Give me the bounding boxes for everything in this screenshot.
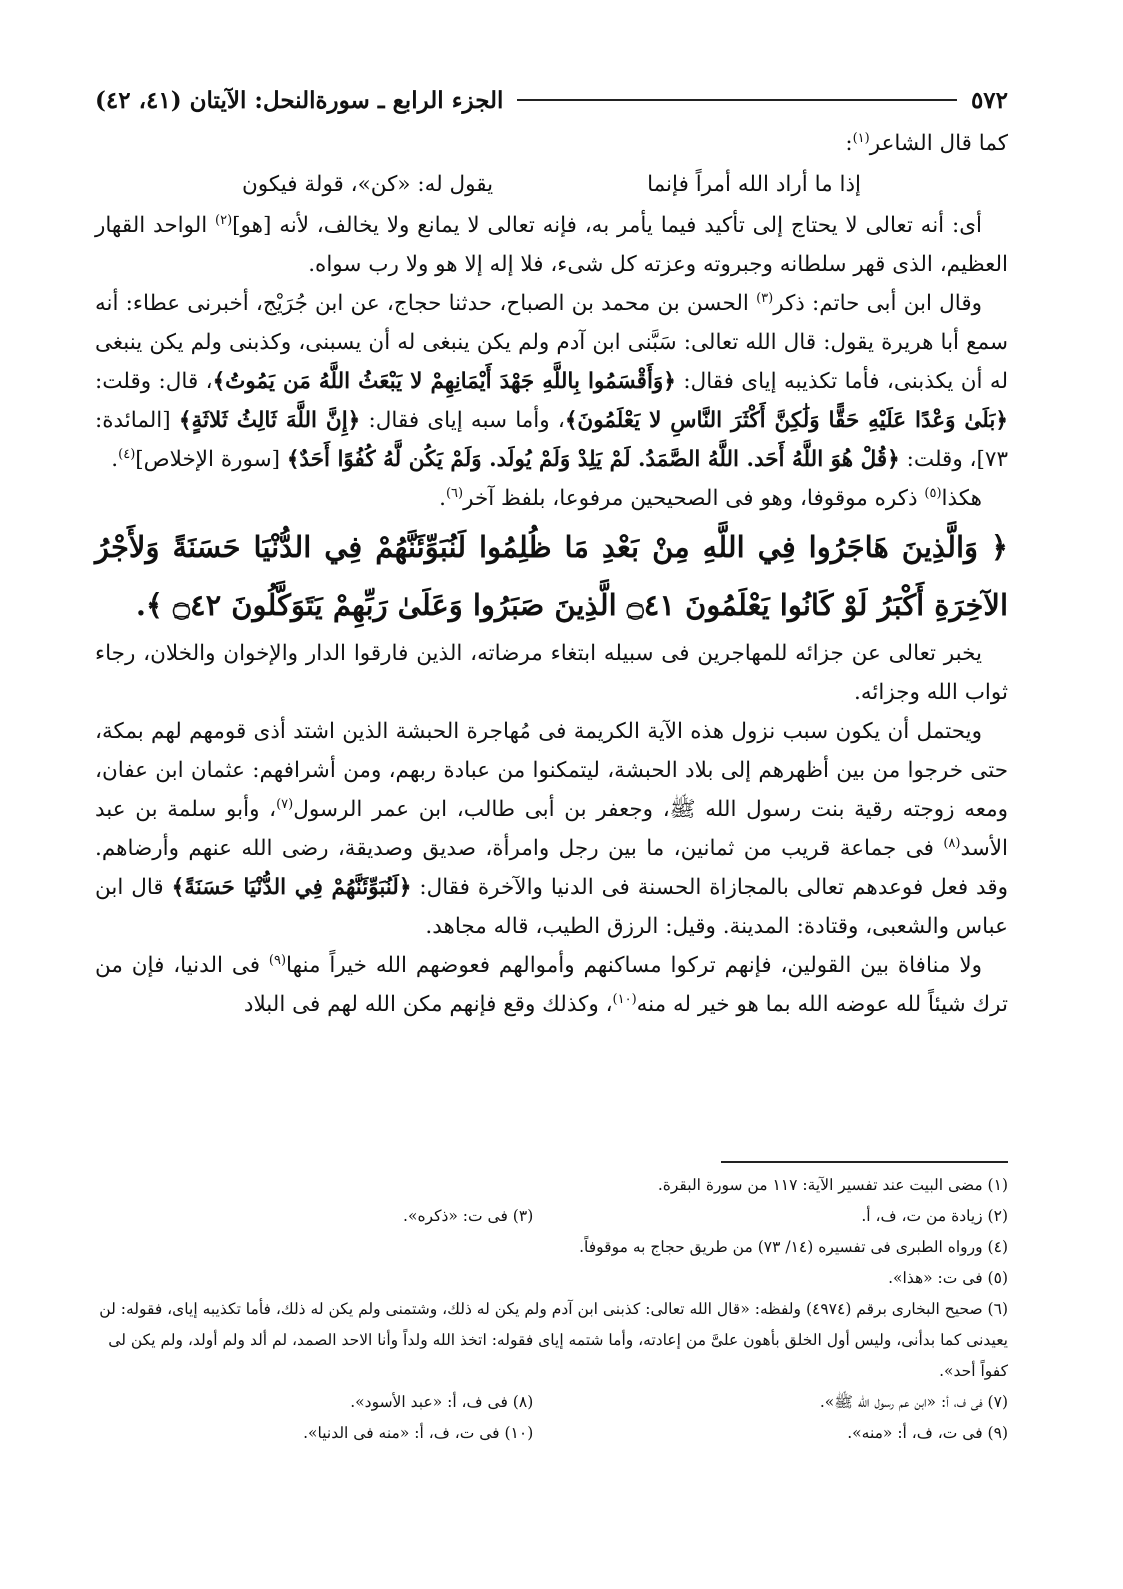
- poem-line: [95, 165, 1008, 204]
- footnote-ref: (٩): [268, 952, 287, 968]
- footnote-ref: (١): [852, 130, 870, 146]
- footnote-ref: (٧): [276, 796, 294, 812]
- paragraph: هكذا$^{(٥)}$ ذكره موقوفا، وهو فى الصحيحين مرفوعا، بلفظ آخر$^{(٦)}$.: [439, 485, 982, 511]
- running-header: [95, 82, 1008, 118]
- quran-quote: ﴿بَلَىٰ وَعْدًا عَلَيْهِ حَقًّا وَلَٰكِنَّ أَكْثَرَ النَّاسِ لا يَعْلَمُونَ﴾: [564, 408, 1008, 433]
- footnote-ref: (٢): [215, 212, 233, 228]
- quran-quote: ﴿لَنُبَوِّئَنَّهُمْ فِي الدُّنْيَا حَسَنَةً﴾: [171, 875, 412, 900]
- paragraph: ولا منافاة بين القولين، فإنهم تركوا مساكنهم وأموالهم فعوضهم الله خيراً منها$^{(٩)}$ فى الدنيا، فإن من ترك شيئاً لله عوضه الله بما هو خير له منه$^{(١٠)}$، وكذلك وقع فإنهم مكن الله لهم فى البلاد: [95, 952, 1008, 1017]
- quran-quote: ﴿قُلْ هُوَ اللَّهُ أَحَد. اللَّهُ الصَّمَدُ. لَمْ يَلِدْ وَلَمْ يُولَد. وَلَمْ يَكُن لَّهُ كُفُوًا أَحَدٌ﴾: [286, 447, 900, 472]
- footnote: (٣) فى ت: «ذكره».: [403, 1207, 534, 1225]
- header-rule: [517, 99, 956, 101]
- footnote-ref: (٥): [924, 485, 942, 501]
- quran-quote: ﴿وَأَقْسَمُوا بِاللَّهِ جَهْدَ أَيْمَانِهِمْ لا يَبْعَثُ اللَّهُ مَن يَمُوتُ﴾: [212, 369, 676, 394]
- paragraph: يخبر تعالى عن جزائه للمهاجرين فى سبيله ابتغاء مرضاته، الذين فارقوا الدار والإخوان والخلان، رجاء ثواب الله وجزائه.: [95, 641, 1008, 705]
- page-number: ٥٧٢: [970, 86, 1008, 114]
- paragraph: ويحتمل أن يكون سبب نزول هذه الآية الكريمة فى مُهاجرة الحبشة الذين اشتد أذى قومهم لهم بمكة، حتى خرجوا من بين أظهرهم إلى بلاد الحبشة، ليتمكنوا من عبادة ربهم، ومن أشرافهم: عثمان ابن عفان، ومعه زوجته رقية بنت رسول الله ﷺ، وجعفر بن أبى طالب، ابن عمر الرسول$^{(٧)}$، وأبو سلمة بن عبد الأسد$^{(٨)}$ فى جماعة قريب من ثمانين، ما بين رجل وامرأة، صديق وصديقة، رضى الله عنهم وأرضاهم. وقد فعل فوعدهم تعالى بالمجازاة الحسنة فى الدنيا والآخرة فقال: ﴿لَنُبَوِّئَنَّهُمْ فِي الدُّنْيَا حَسَنَةً﴾ قال ابن عباس والشعبى، وقتادة: المدينة. وقيل: الرزق الطيب، قاله مجاهد.: [95, 719, 1008, 939]
- footnote: (٨) فى ف، أ: «عبد الأسود».: [350, 1393, 534, 1411]
- paragraph: أى: أنه تعالى لا يحتاج إلى تأكيد فيما يأمر به، فإنه تعالى لا يمانع ولا يخالف، لأنه [هو]$^{(٢)}$ الواحد القهار العظيم، الذى قهر سلطانه وجبروته وعزته كل شىء، فلا إله إلا هو ولا رب سواه.: [95, 212, 1008, 277]
- footnote: (٦) صحيح البخارى برقم (٤٩٧٤) ولفظه: «قال الله تعالى: كذبنى ابن آدم ولم يكن له ذلك، وشتمنى ولم يكن له ذلك، فأما تكذيبه إياى، فقوله: لن يعيدنى كما بدأنى، وليس أول الخلق بأهون علىَّ من إعادته، وأما شتمه إياى فقوله: اتخذ الله ولداً وأنا الاحد الصمد، لم ألد ولم أولد، ولم يكن لى كفواً أحد».: [99, 1300, 1008, 1380]
- footnote: (٩) فى ت، ف، أ: «منه».: [847, 1424, 1008, 1442]
- hemistich-first: إذا ما أراد الله أمراً فإنما: [647, 172, 862, 197]
- poet-intro: كما قال الشاعر$^{(١)}$:: [845, 130, 1008, 156]
- footnote-ref: (٤): [118, 446, 136, 462]
- footnote-separator: [721, 1161, 1008, 1163]
- footnote: (٤) ورواه الطبرى فى تفسيره (١٤/ ٧٣) من طريق حجاج به موقوفاً.: [579, 1238, 1008, 1256]
- footnote-ref: (٣): [756, 290, 774, 306]
- footnote-ref: (٦): [445, 485, 464, 501]
- footnote: (١) مضى البيت عند تفسير الآية: ١١٧ من سورة البقرة.: [657, 1176, 1008, 1194]
- footnote-row: [95, 1418, 1008, 1449]
- footnote-row: [95, 1387, 1008, 1418]
- footnote-ref: (١٠): [612, 991, 637, 1007]
- footnote: (٢) زيادة من ت، ف، أ.: [861, 1207, 1008, 1225]
- hemistich-second: يقول له: «كن»، قولة فيكون: [242, 172, 494, 197]
- footnotes: [95, 1170, 1008, 1449]
- main-text: [95, 124, 1008, 1024]
- footnote: (١٠) فى ت، ف، أ: «منه فى الدنيا».: [303, 1424, 534, 1442]
- quran-verse-heading: ﴿ وَالَّذِينَ هَاجَرُوا فِي اللَّهِ مِنْ بَعْدِ مَا ظُلِمُوا لَنُبَوِّئَنَّهُمْ فِي الدُّنْيَا حَسَنَةً وَلأَجْرُ الآخِرَةِ أَكْبَرُ لَوْ كَانُوا يَعْلَمُونَ ۝٤١ الَّذِينَ صَبَرُوا وَعَلَىٰ رَبِّهِمْ يَتَوَكَّلُونَ ۝٤٢ ﴾.: [95, 530, 1008, 622]
- header-title: الجزء الرابع ـ سورةالنحل: الآيتان (٤١، ٤٢): [95, 86, 504, 114]
- quran-quote: ﴿إِنَّ اللَّهَ ثَالِثُ ثَلاثَةٍ﴾: [178, 408, 361, 433]
- footnote-ref: (٨): [943, 835, 961, 851]
- footnote: (٥) فى ت: «هذا».: [888, 1269, 1008, 1287]
- footnote-row: [95, 1201, 1008, 1232]
- paragraph: وقال ابن أبى حاتم: ذكر$^{(٣)}$ الحسن بن محمد بن الصباح، حدثنا حجاج، عن ابن جُرَيْج، أخبرنى عطاء: أنه سمع أبا هريرة يقول: قال الله تعالى: سَبَّنى ابن آدم ولم يكن ينبغى له أن يسبنى، وكذبنى ولم يكن ينبغى له أن يكذبنى، فأما تكذيبه إياى فقال: ﴿وَأَقْسَمُوا بِاللَّهِ جَهْدَ أَيْمَانِهِمْ لا يَبْعَثُ اللَّهُ مَن يَمُوتُ﴾، قال: وقلت: ﴿بَلَىٰ وَعْدًا عَلَيْهِ حَقًّا وَلَٰكِنَّ أَكْثَرَ النَّاسِ لا يَعْلَمُونَ﴾، وأما سبه إياى فقال: ﴿إِنَّ اللَّهَ ثَالِثُ ثَلاثَةٍ﴾ [المائدة: ٧٣]، وقلت: ﴿قُلْ هُوَ اللَّهُ أَحَد. اللَّهُ الصَّمَدُ. لَمْ يَلِدْ وَلَمْ يُولَد. وَلَمْ يَكُن لَّهُ كُفُوًا أَحَدٌ﴾ [سورة الإخلاص]$^{(٤)}$.: [95, 290, 1008, 472]
- footnote: (٧) فى ف، أ: «ابن عم رسول الله ﷺ».: [819, 1393, 1008, 1411]
